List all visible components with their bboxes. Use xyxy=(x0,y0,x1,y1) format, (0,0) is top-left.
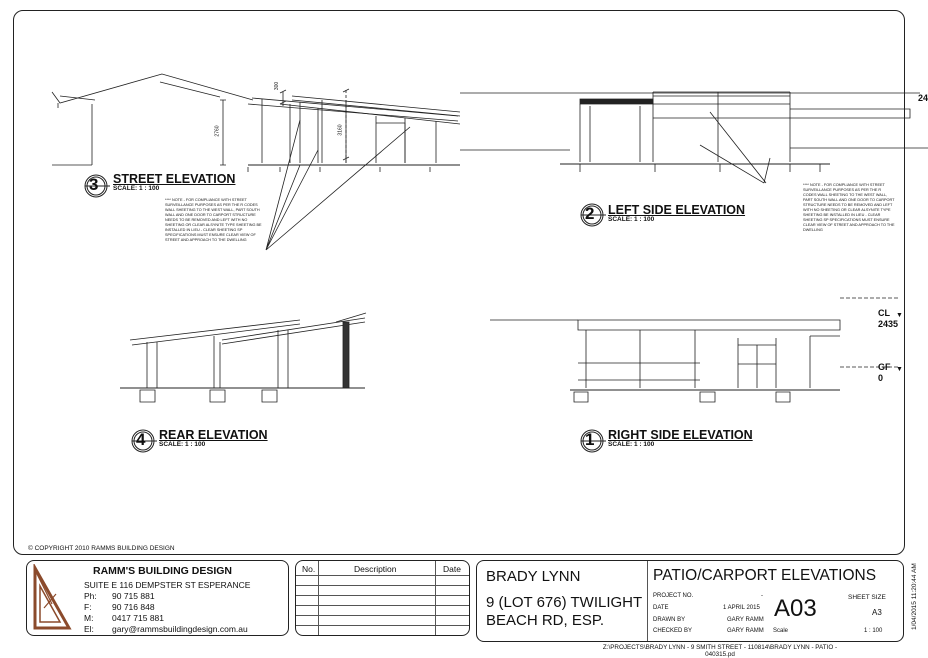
level-gf-value: 0 xyxy=(878,373,884,383)
revision-col-date: Date xyxy=(443,564,461,574)
client-name: BRADY LYNN xyxy=(486,568,581,585)
left-elevation-linework xyxy=(460,92,928,183)
level-cl-value: 2435 xyxy=(878,319,899,329)
revision-rows xyxy=(296,561,469,635)
dimension-3160: 3160 xyxy=(337,124,344,136)
file-path: Z:\PROJECTS\BRADY LYNN - 9 SMITH STREET - 110814\BRADY LYNN - PATIO - 040315.pd xyxy=(602,644,838,658)
dimension-2760: 2760 xyxy=(214,125,221,137)
client-address: 9 (LOT 676) TWILIGHT BEACH RD, ESP. xyxy=(486,594,642,629)
view-scale-right: SCALE: 1 : 100 xyxy=(608,441,655,448)
scale-label: Scale xyxy=(773,628,789,634)
company-address: SUITE E 116 DEMPSTER ST ESPERANCE xyxy=(84,580,251,590)
company-logo-icon xyxy=(32,564,72,632)
checked-by: GARY RAMM xyxy=(727,628,764,634)
copyright-text: © COPYRIGHT 2010 RAMMS BUILDING DESIGN xyxy=(28,545,175,552)
company-fax-label: F: xyxy=(84,602,92,612)
view-title-rear: REAR ELEVATION xyxy=(159,428,268,442)
revisions-panel xyxy=(295,560,470,636)
note-left: **** NOTE - FOR COMPLIANCE WITH STREET SURVEILLANCE PURPOSES AS PER THE R CODES WALL SHEETING TO THE WEST WALL, PART SOUTH WALL AND ONE DOOR TO CARPORT STRUCTURE NEEDS TO BE REMOVED AND LEFT WITH NO SHEETING OR CLEAR ALSYNITE TYPE SHEETING BE INSTALLED IN LIEU - CLEAR SHEETING SP SPECIFICATIONS MUST ENSURE CLEAR VIEW OF STREET AND APPROACH TO THE DWELLING xyxy=(803,183,895,232)
sheet-size-label: SHEET SIZE xyxy=(848,594,886,601)
level-cl-label: CL xyxy=(878,308,890,318)
scale-value: 1 : 100 xyxy=(864,628,883,634)
level-gf-label: GF xyxy=(878,362,891,372)
view-number-rear: 4 xyxy=(136,430,146,449)
project-no: - xyxy=(761,593,763,599)
revision-col-no: No. xyxy=(302,564,316,574)
view-scale-left: SCALE: 1 : 100 xyxy=(608,216,655,223)
title-block-panel xyxy=(476,560,904,642)
view-scale-street: SCALE: 1 : 100 xyxy=(113,185,160,192)
view-scale-rear: SCALE: 1 : 100 xyxy=(159,441,206,448)
date-label: DATE xyxy=(653,605,669,611)
print-timestamp: 1/04/2015 11:20:44 AM xyxy=(911,563,918,630)
company-fax: 90 716 848 xyxy=(112,602,155,612)
sheet-title: PATIO/CARPORT ELEVATIONS xyxy=(653,567,877,584)
rear-elevation-linework xyxy=(120,313,366,402)
sheet-size: A3 xyxy=(872,608,882,617)
company-panel xyxy=(26,560,289,636)
view-title-street: STREET ELEVATION xyxy=(113,172,236,186)
revision-col-description: Description xyxy=(354,564,397,574)
date-value: 1 APRIL 2015 xyxy=(723,605,760,611)
level-arrow-icon: ▼ xyxy=(896,312,903,319)
dimension-300: 300 xyxy=(274,81,281,91)
level-arrow-icon: ▼ xyxy=(896,366,903,373)
company-email-label: El: xyxy=(84,624,94,634)
company-name: RAMM'S BUILDING DESIGN xyxy=(93,565,232,577)
level-edge-value: 24 xyxy=(918,93,928,103)
company-email[interactable]: gary@rammsbuildingdesign.com.au xyxy=(112,624,248,634)
company-phone-label: Ph: xyxy=(84,591,97,601)
company-mobile: 0417 715 881 xyxy=(112,613,164,623)
view-number-left: 2 xyxy=(585,204,595,223)
company-mobile-label: M: xyxy=(84,613,94,623)
sheet-number: A03 xyxy=(774,595,817,622)
view-number-street: 3 xyxy=(89,175,99,194)
view-title-right: RIGHT SIDE ELEVATION xyxy=(608,428,753,442)
drawn-by: GARY RAMM xyxy=(727,617,764,623)
view-markers xyxy=(85,175,606,452)
drawn-by-label: DRAWN BY xyxy=(653,617,686,623)
checked-by-label: CHECKED BY xyxy=(653,628,693,634)
company-phone: 90 715 881 xyxy=(112,591,155,601)
note-street: **** NOTE - FOR COMPLIANCE WITH STREET SURVEILLANCE PURPOSES AS PER THE R CODES WALL SHEETING TO THE WEST WALL, PART SOUTH WALL AND ONE DOOR TO CARPORT STRUCTURE NEEDS TO BE REMOVED AND LEFT WITH NO SHEETING OR CLEAR ALSYNITE TYPE SHEETING BE INSTALLED IN LIEU - CLEAR SHEETING SP SPECIFICATIONS MUST ENSURE CLEAR VIEW OF STREET AND APPROACH TO THE DWELLING xyxy=(165,198,262,242)
view-number-right: 1 xyxy=(585,430,595,449)
project-no-label: PROJECT NO. xyxy=(653,593,694,599)
level-gf xyxy=(878,362,891,384)
view-title-left: LEFT SIDE ELEVATION xyxy=(608,203,746,217)
right-elevation-linework xyxy=(490,298,900,402)
